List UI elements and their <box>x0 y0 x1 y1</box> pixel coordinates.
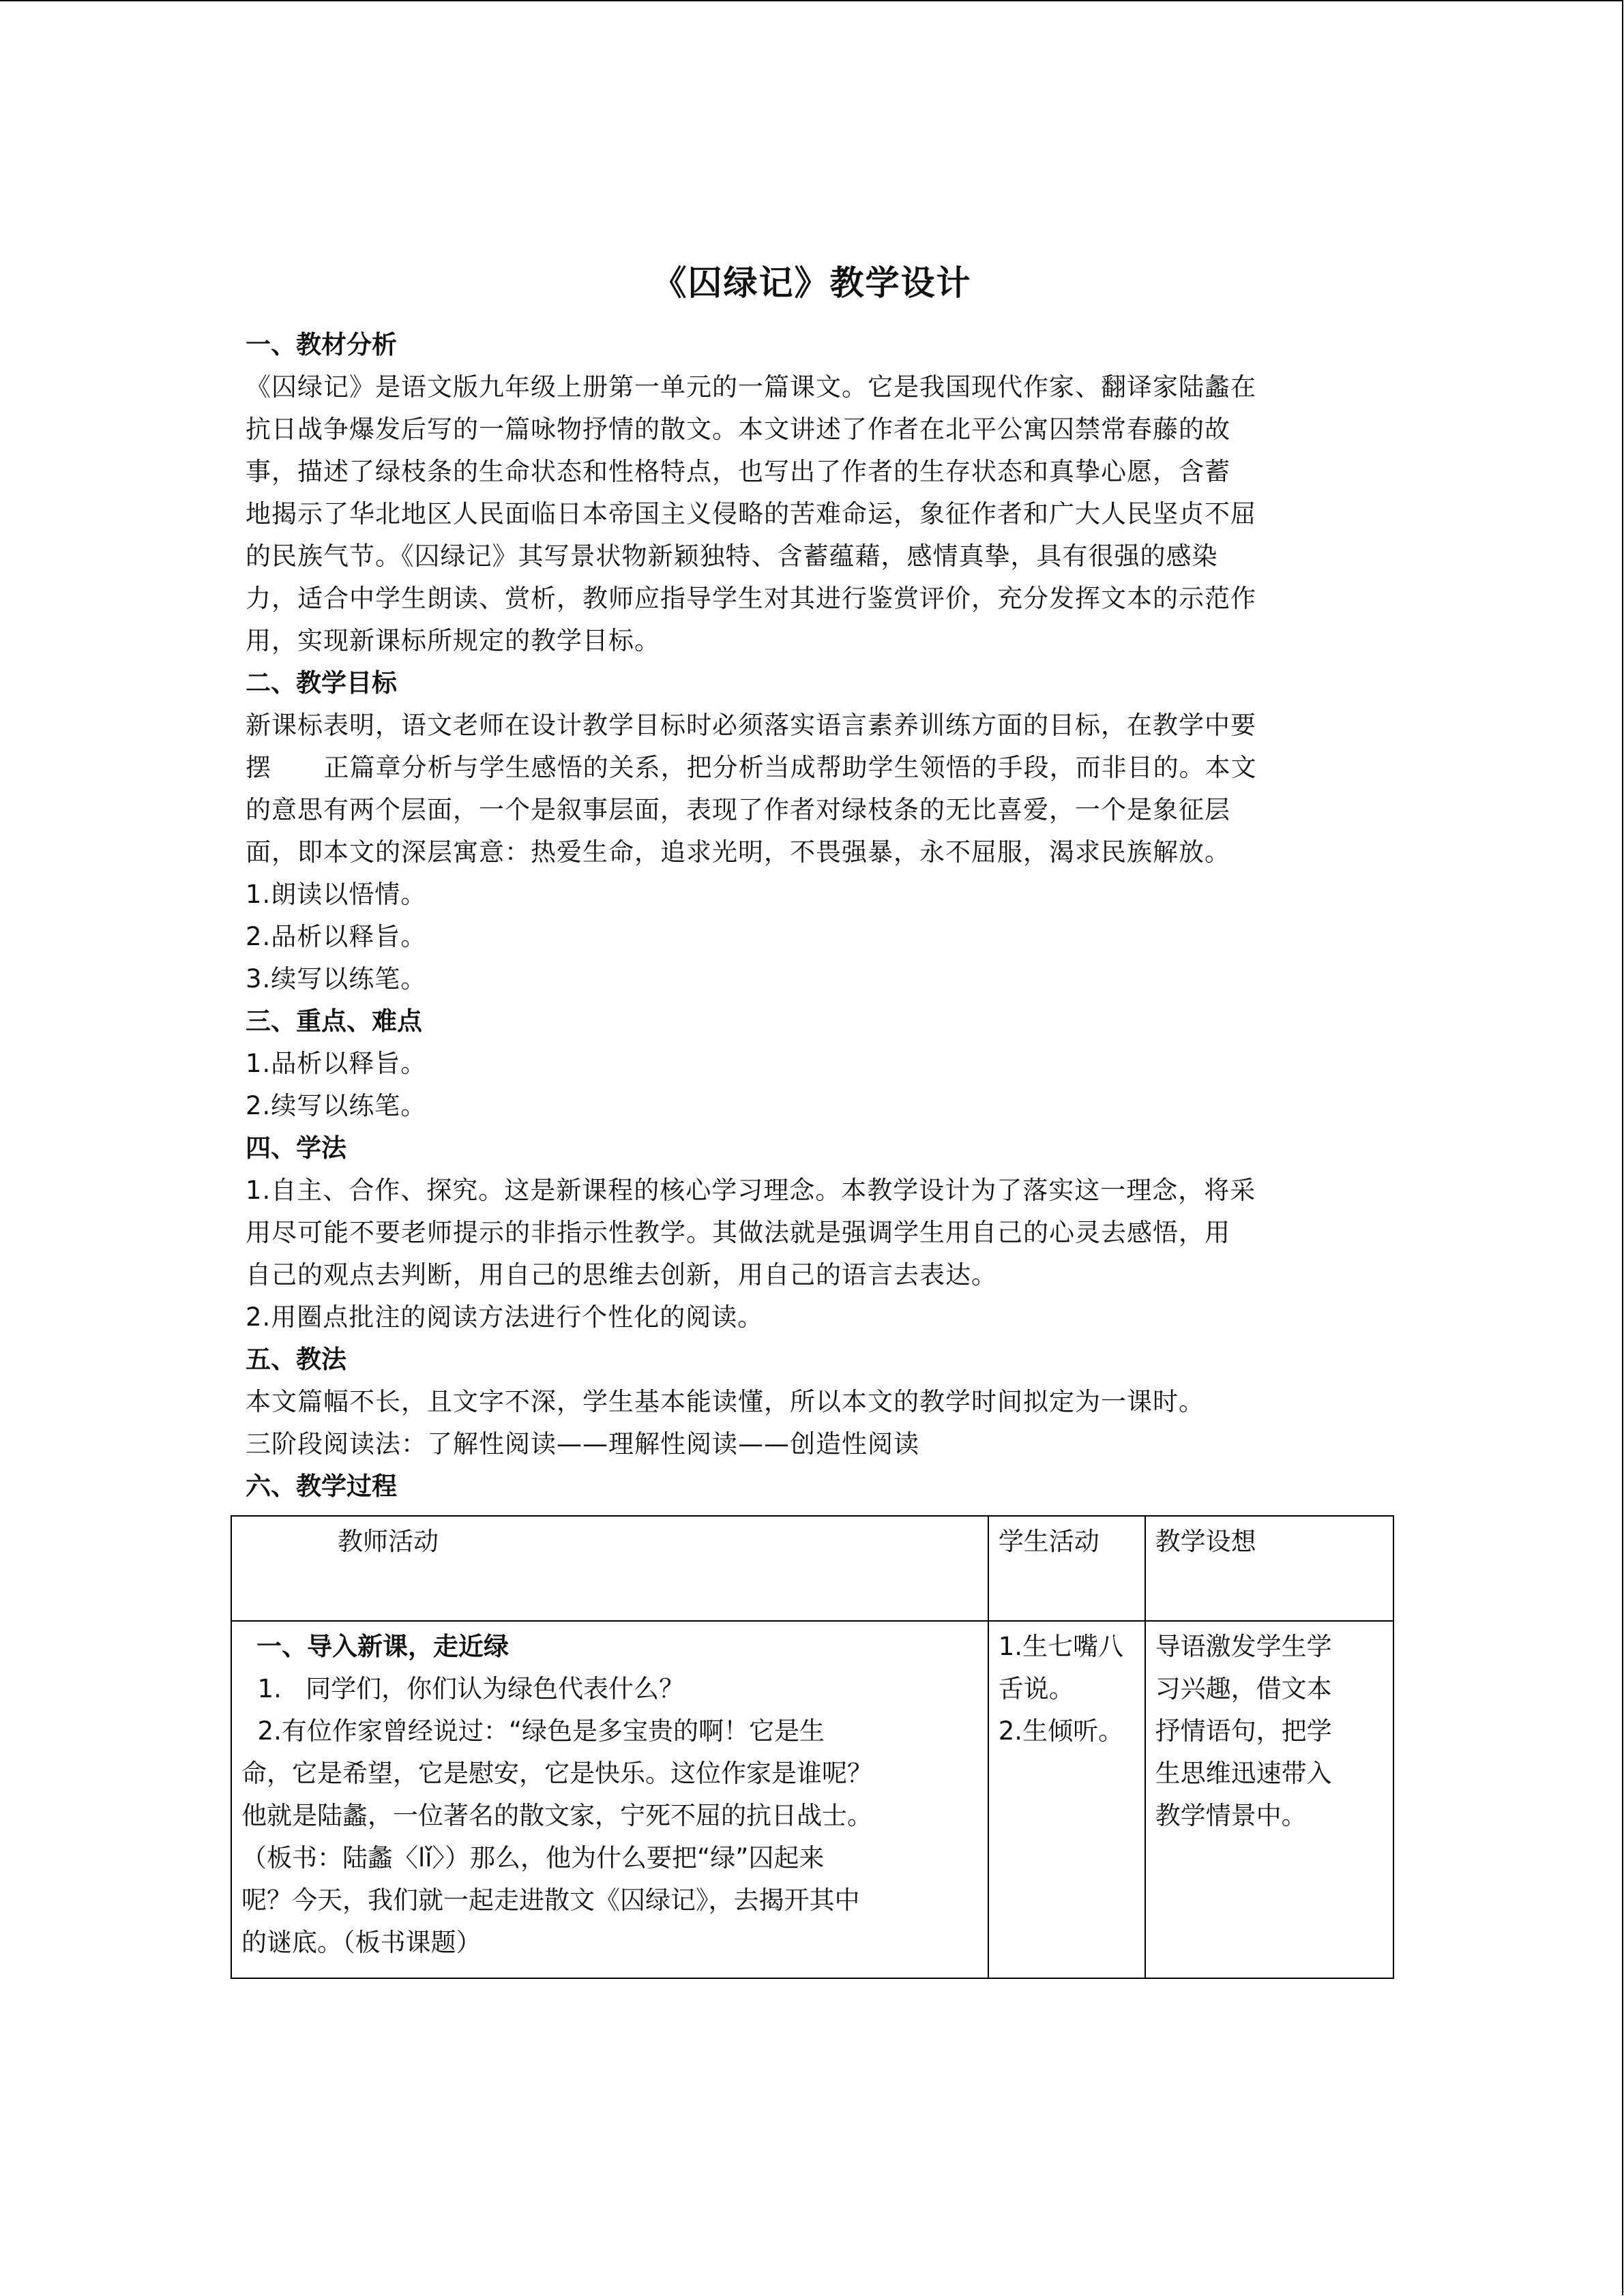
text-line: 导语激发学生学 <box>1155 1632 1332 1661</box>
section-heading-teaching-method: 五、教法 <box>246 1345 346 1374</box>
section-paragraph-goals <box>246 704 1391 874</box>
text-line: 的民族气节。《囚绿记》其写景状物新颖独特、含蓄蕴藉，感情真挚，具有很强的感染 <box>246 541 1218 571</box>
text-line: 的谜底。（板书课题） <box>241 1928 482 1957</box>
list-item: 1.品析以释旨。 <box>246 1049 427 1078</box>
cell-teacher-activity <box>231 1621 988 1978</box>
header-teacher-activity: 教师活动 <box>231 1516 988 1621</box>
text-line: 2.有位作家曾经说过：“绿色是多宝贵的啊！它是生 <box>241 1716 825 1746</box>
section-heading-focus: 三、重点、难点 <box>246 1007 422 1036</box>
text-line: 本文篇幅不长，且文字不深，学生基本能读懂，所以本文的教学时间拟定为一课时。 <box>246 1387 1205 1416</box>
text-line: 命，它是希望，它是慰安，它是快乐。这位作家是谁呢？ <box>241 1759 872 1788</box>
section-paragraph-teaching-method <box>246 1381 1391 1465</box>
table-header-row <box>231 1516 1393 1621</box>
text-line: 面，即本文的深层寓意：热爱生命，追求光明，不畏强暴，永不屈服，渴求民族解放。 <box>246 837 1230 867</box>
section-paragraph-analysis <box>246 366 1391 662</box>
page-title: 《囚绿记》教学设计 <box>652 263 972 303</box>
text-line: （板书：陆蠡〈lǐ〉）那么，他为什么要把“绿”囚起来 <box>241 1843 825 1873</box>
text-line: 舌说。 <box>998 1674 1074 1703</box>
text-line: 《囚绿记》是语文版九年级上册第一单元的一篇课文。它是我国现代作家、翻译家陆蠡在 <box>246 372 1256 402</box>
text-line: 力，适合中学生朗读、赏析，教师应指导学生对其进行鉴赏评价，充分发挥文本的示范作 <box>246 584 1256 613</box>
text-line: 摆 正篇章分析与学生感悟的关系，把分析当成帮助学生领悟的手段，而非目的。本文 <box>246 753 1257 782</box>
section-heading-analysis: 一、教材分析 <box>246 330 397 359</box>
text-line: 2.用圈点批注的阅读方法进行个性化的阅读。 <box>246 1302 764 1332</box>
text-line: 抒情语句，把学 <box>1155 1716 1332 1746</box>
text-line: 新课标表明，语文老师在设计教学目标时必须落实语言素养训练方面的目标，在教学中要 <box>246 711 1256 740</box>
section-heading-process: 六、教学过程 <box>246 1472 397 1501</box>
text-line: 习兴趣，借文本 <box>1155 1674 1332 1703</box>
text-line: 生思维迅速带入 <box>1155 1759 1332 1788</box>
cell-student-activity <box>988 1621 1145 1978</box>
cell-teaching-idea <box>1145 1621 1393 1978</box>
list-item: 3.续写以练笔。 <box>246 964 427 994</box>
header-teaching-idea: 教学设想 <box>1145 1516 1393 1621</box>
section-heading-learning-method: 四、学法 <box>246 1133 346 1163</box>
section-heading-goals: 二、教学目标 <box>246 668 397 698</box>
text-line: 用，实现新课标所规定的教学目标。 <box>246 626 660 655</box>
list-item: 2.续写以练笔。 <box>246 1091 427 1120</box>
text-line: 教学情景中。 <box>1155 1801 1307 1830</box>
text-line: 事，描述了绿枝条的生命状态和性格特点，也写出了作者的生存状态和真挚心愿，含蓄 <box>246 457 1230 486</box>
text-line: 三阶段阅读法：了解性阅读——理解性阅读——创造性阅读 <box>246 1429 919 1459</box>
header-student-activity: 学生活动 <box>988 1516 1145 1621</box>
text-line: 2.生倾听。 <box>998 1716 1124 1746</box>
text-line: 呢？今天，我们就一起走进散文《囚绿记》，去揭开其中 <box>241 1885 860 1915</box>
text-line: 的意思有两个层面，一个是叙事层面，表现了作者对绿枝条的无比喜爱，一个是象征层 <box>246 795 1230 824</box>
table-row <box>231 1621 1393 1978</box>
text-line: 他就是陆蠡，一位著名的散文家，宁死不屈的抗日战士。 <box>241 1801 872 1830</box>
text-line: 用尽可能不要老师提示的非指示性教学。其做法就是强调学生用自己的心灵去感悟，用 <box>246 1218 1230 1247</box>
teaching-process-table <box>231 1515 1394 1979</box>
text-line: 自己的观点去判断，用自己的思维去创新，用自己的语言去表达。 <box>246 1260 997 1289</box>
list-item: 2.品析以释旨。 <box>246 922 427 951</box>
text-line: 地揭示了华北地区人民面临日本帝国主义侵略的苦难命运，象征作者和广大人民坚贞不屈 <box>246 499 1256 528</box>
list-item: 1.朗读以悟情。 <box>246 880 427 909</box>
stage-heading: 一、导入新课，走近绿 <box>256 1632 509 1661</box>
text-line: 1.生七嘴八 <box>998 1632 1124 1661</box>
text-line: 1. 同学们，你们认为绿色代表什么？ <box>241 1674 685 1703</box>
text-line: 抗日战争爆发后写的一篇咏物抒情的散文。本文讲述了作者在北平公寓囚禁常春藤的故 <box>246 415 1230 444</box>
document-body <box>246 324 1391 1508</box>
text-line: 1.自主、合作、探究。这是新课程的核心学习理念。本教学设计为了落实这一理念，将采 <box>246 1176 1256 1205</box>
section-paragraph-learning-method <box>246 1169 1391 1339</box>
